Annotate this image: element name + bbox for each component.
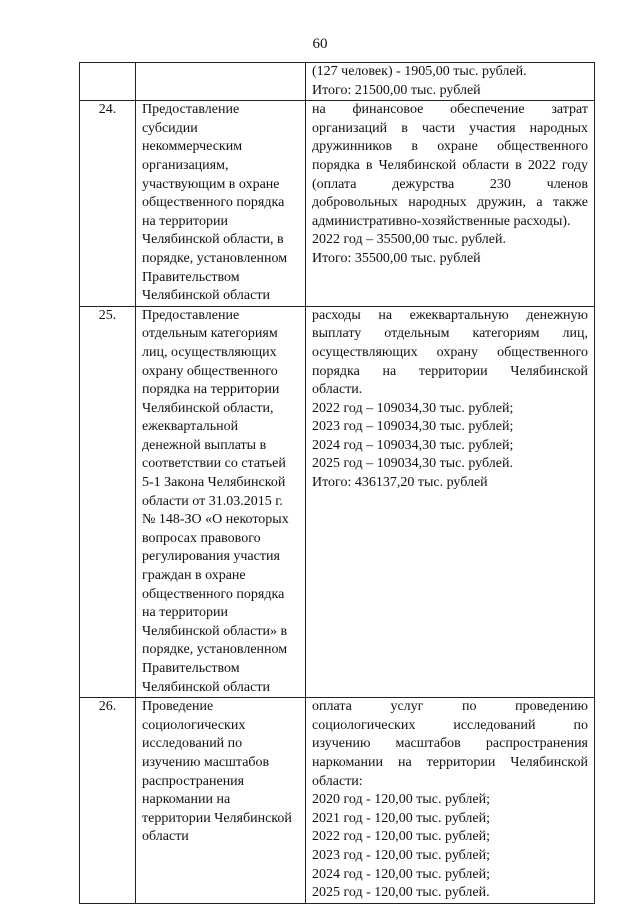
funding-details bbox=[306, 698, 595, 904]
page-number: 60 bbox=[312, 36, 328, 52]
details-line: выплату отдельным категориям лиц, bbox=[312, 326, 588, 342]
activity-description bbox=[136, 101, 306, 307]
table-row bbox=[80, 306, 595, 697]
details-line: 2025 год - 120,00 тыс. рублей. bbox=[312, 885, 490, 901]
description-line: Предоставление bbox=[142, 307, 240, 323]
details-line: Итого: 21500,00 тыс. рублей bbox=[312, 82, 481, 98]
description-line: Челябинской области, bbox=[142, 400, 274, 416]
description-line: регулирования участия bbox=[142, 549, 280, 565]
details-line: области. bbox=[312, 382, 363, 398]
details-line: социологических исследований по bbox=[312, 717, 588, 733]
details-line: 2021 год - 120,00 тыс. рублей; bbox=[312, 810, 491, 826]
details-line: организаций в части участия народных bbox=[312, 120, 588, 136]
description-line: вопросах правового bbox=[142, 530, 261, 546]
details-line: наркомании на территории Челябинской bbox=[312, 754, 588, 770]
details-line: 2023 год – 109034,30 тыс. рублей; bbox=[312, 419, 514, 435]
description-line: отдельным категориям bbox=[142, 326, 278, 342]
description-line: соответствии со статьей bbox=[142, 456, 286, 472]
description-line: порядке, установленном bbox=[142, 250, 288, 266]
description-line: Правительством bbox=[142, 661, 240, 676]
description-line: изучению масштабов bbox=[142, 754, 270, 770]
description-line: денежной выплаты в bbox=[142, 437, 267, 453]
details-line: порядка на территории Челябинской bbox=[312, 363, 588, 379]
details-line: 2024 год – 109034,30 тыс. рублей; bbox=[312, 437, 514, 453]
description-line: участвующим в охране bbox=[142, 176, 280, 192]
description-line: граждан в охране bbox=[142, 568, 246, 584]
details-line: оплата услуг по проведению bbox=[312, 699, 588, 715]
table-row bbox=[80, 101, 595, 307]
details-line: (оплата дежурства 230 членов bbox=[312, 176, 588, 192]
details-line: осуществляющих охрану общественного bbox=[312, 344, 588, 360]
description-line: общественного порядка bbox=[142, 195, 285, 211]
program-table-body bbox=[80, 63, 595, 904]
description-line: наркомании на bbox=[142, 792, 231, 808]
description-line: организациям, bbox=[142, 157, 229, 173]
details-line: порядка в Челябинской области в 2022 году bbox=[312, 157, 588, 173]
description-line: территории Челябинской bbox=[142, 810, 292, 826]
row-number: 26. bbox=[80, 698, 136, 904]
details-line: 2025 год – 109034,30 тыс. рублей. bbox=[312, 456, 513, 472]
details-line: расходы на ежеквартальную денежную bbox=[312, 307, 588, 323]
row-number bbox=[80, 63, 136, 101]
description-line: порядка на территории bbox=[142, 382, 280, 398]
details-line: административно-хозяйственные расходы). bbox=[312, 213, 571, 229]
details-line: добровольных народных дружин, а также bbox=[312, 195, 588, 211]
description-line: ежеквартальной bbox=[142, 419, 239, 435]
description-line: лиц, осуществляющих bbox=[142, 344, 277, 360]
activity-description bbox=[136, 306, 306, 697]
funding-details bbox=[306, 306, 595, 697]
description-line: области bbox=[142, 829, 189, 845]
description-line: области от 31.03.2015 г. bbox=[142, 493, 283, 509]
activity-description bbox=[136, 698, 306, 904]
description-line: исследований по bbox=[142, 736, 243, 752]
details-line: изучению масштабов распространения bbox=[312, 736, 588, 752]
details-line: дружинников в охране общественного bbox=[312, 139, 588, 155]
details-line: 2024 год - 120,00 тыс. рублей; bbox=[312, 866, 491, 882]
description-line: социологических bbox=[142, 717, 246, 733]
details-line: на финансовое обеспечение затрат bbox=[312, 102, 588, 118]
details-line: области: bbox=[312, 773, 363, 789]
table-row bbox=[80, 63, 595, 101]
activity-description bbox=[136, 63, 306, 101]
description-line: общественного порядка bbox=[142, 586, 285, 602]
details-line: Итого: 35500,00 тыс. рублей bbox=[312, 250, 481, 266]
description-line: порядке, установленном bbox=[142, 642, 288, 658]
details-line: 2022 год – 109034,30 тыс. рублей; bbox=[312, 400, 514, 416]
description-line: Челябинской области» в bbox=[142, 623, 288, 639]
program-table bbox=[79, 62, 595, 904]
description-line: Предоставление bbox=[142, 102, 240, 118]
details-line: Итого: 436137,20 тыс. рублей bbox=[312, 475, 488, 491]
row-number: 25. bbox=[80, 306, 136, 697]
description-line: 5-1 Закона Челябинской bbox=[142, 475, 286, 491]
table-row bbox=[80, 698, 595, 904]
description-line: на территории bbox=[142, 605, 228, 621]
details-line: 2022 год – 35500,00 тыс. рублей. bbox=[312, 232, 506, 248]
details-line: (127 человек) - 1905,00 тыс. рублей. bbox=[312, 64, 527, 79]
description-line: охрану общественного bbox=[142, 363, 278, 379]
details-line: 2022 год - 120,00 тыс. рублей; bbox=[312, 829, 491, 845]
funding-details bbox=[306, 101, 595, 307]
details-line: 2023 год - 120,00 тыс. рублей; bbox=[312, 847, 491, 863]
description-line: распространения bbox=[142, 773, 245, 789]
description-line: Челябинской области bbox=[142, 679, 270, 695]
description-line: субсидии bbox=[142, 120, 198, 136]
row-number: 24. bbox=[80, 101, 136, 307]
description-line: на территории bbox=[142, 213, 228, 229]
description-line: Проведение bbox=[142, 699, 214, 715]
funding-details bbox=[306, 63, 595, 101]
details-line: 2020 год - 120,00 тыс. рублей; bbox=[312, 792, 491, 808]
description-line: Челябинской области, в bbox=[142, 232, 284, 248]
description-line: Правительством bbox=[142, 269, 240, 285]
description-line: некоммерческим bbox=[142, 139, 243, 155]
description-line: № 148-ЗО «О некоторых bbox=[142, 512, 289, 528]
description-line: Челябинской области bbox=[142, 288, 270, 304]
